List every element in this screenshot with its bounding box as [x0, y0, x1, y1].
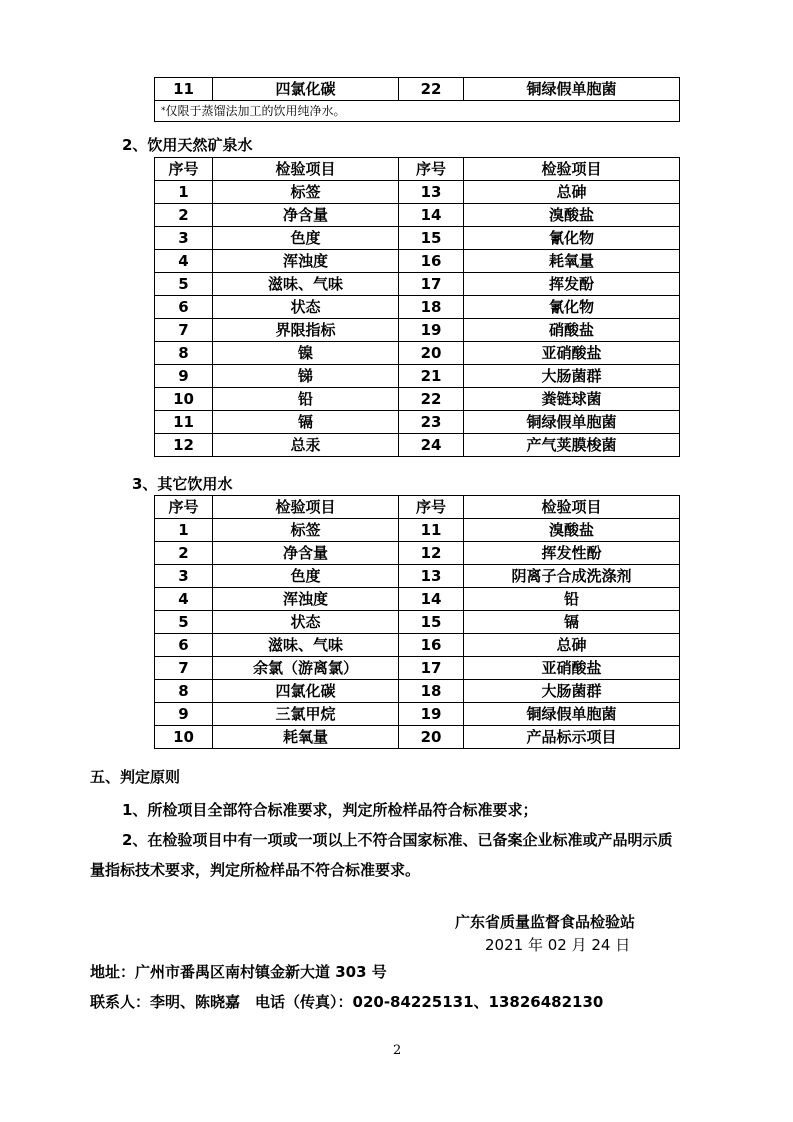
row-number: 24: [399, 434, 464, 457]
test-item: 铜绿假单胞菌: [464, 411, 680, 434]
row-number: 18: [399, 296, 464, 319]
table-row: [155, 434, 680, 457]
test-item: 色度: [213, 227, 399, 250]
test-item: 标签: [213, 519, 399, 542]
test-item: 镍: [213, 342, 399, 365]
test-item: 氰化物: [464, 227, 680, 250]
row-number: 2: [155, 204, 213, 227]
test-item: 铅: [213, 388, 399, 411]
row-number: 10: [155, 388, 213, 411]
table-row: [155, 204, 680, 227]
table-row: [155, 296, 680, 319]
test-item: 阴离子合成洗涤剂: [464, 565, 680, 588]
test-item: 溴酸盐: [464, 204, 680, 227]
table-row: [155, 319, 680, 342]
table-row: [155, 657, 680, 680]
test-item: 滋味、气味: [213, 634, 399, 657]
row-number: 7: [155, 319, 213, 342]
test-item: 余氯（游离氯）: [213, 657, 399, 680]
test-item: 铜绿假单胞菌: [464, 78, 680, 101]
table-note: [155, 101, 680, 122]
test-item: 产气荚膜梭菌: [464, 434, 680, 457]
test-item: 滋味、气味: [213, 273, 399, 296]
row-number: 21: [399, 365, 464, 388]
table-row: [155, 611, 680, 634]
row-number: 11: [155, 411, 213, 434]
row-number: 17: [399, 657, 464, 680]
row-number: 12: [155, 434, 213, 457]
other-water-table: [154, 495, 680, 749]
issue-date: 2021 年 02 月 24 日: [485, 936, 631, 954]
row-number: 22: [399, 78, 464, 101]
table-row: [155, 365, 680, 388]
note-text: 仅限于蒸馏法加工的饮用纯净水。: [165, 104, 346, 118]
table-continued: [154, 77, 680, 122]
row-number: 18: [399, 680, 464, 703]
test-item: 铅: [464, 588, 680, 611]
table-row: [155, 273, 680, 296]
test-item: 界限指标: [213, 319, 399, 342]
test-item: 耗氧量: [464, 250, 680, 273]
test-item: 状态: [213, 296, 399, 319]
table-row: [155, 250, 680, 273]
test-item: 色度: [213, 565, 399, 588]
row-number: 9: [155, 703, 213, 726]
row-number: 7: [155, 657, 213, 680]
test-item: 硝酸盐: [464, 319, 680, 342]
test-item: 亚硝酸盐: [464, 657, 680, 680]
table-row: [155, 181, 680, 204]
table-row: [155, 703, 680, 726]
test-item: 总汞: [213, 434, 399, 457]
address: 地址：广州市番禺区南村镇金新大道 303 号: [90, 963, 387, 981]
mineral-water-table-body: [155, 181, 680, 457]
table-row: [155, 726, 680, 749]
table-row: [155, 411, 680, 434]
row-number: 19: [399, 319, 464, 342]
column-header: 序号: [155, 158, 213, 181]
row-number: 14: [399, 588, 464, 611]
column-header: 序号: [399, 158, 464, 181]
table-header-row: [155, 158, 680, 181]
principle-1: 1、所检项目全部符合标准要求，判定所检样品符合标准要求；: [122, 801, 538, 819]
test-item: 耗氧量: [213, 726, 399, 749]
test-item: 三氯甲烷: [213, 703, 399, 726]
test-item: 氰化物: [464, 296, 680, 319]
row-number: 20: [399, 726, 464, 749]
note-marker: *: [161, 106, 166, 116]
row-number: 13: [399, 565, 464, 588]
principle-2-line-1: 2、在检验项目中有一项或一项以上不符合国家标准、已备案企业标准或产品明示质: [122, 831, 673, 849]
table-continued-body: [155, 78, 680, 101]
test-item: 四氯化碳: [213, 680, 399, 703]
mineral-water-table: [154, 157, 680, 457]
table-row: [155, 519, 680, 542]
row-number: 3: [155, 227, 213, 250]
row-number: 19: [399, 703, 464, 726]
test-item: 大肠菌群: [464, 365, 680, 388]
column-header: 序号: [399, 496, 464, 519]
table-row: [155, 680, 680, 703]
other-water-table-body: [155, 519, 680, 749]
column-header: 检验项目: [464, 158, 680, 181]
test-item: 产品标示项目: [464, 726, 680, 749]
test-item: 镉: [213, 411, 399, 434]
row-number: 17: [399, 273, 464, 296]
test-item: 溴酸盐: [464, 519, 680, 542]
table-row: [155, 227, 680, 250]
row-number: 11: [155, 78, 213, 101]
row-number: 3: [155, 565, 213, 588]
row-number: 8: [155, 680, 213, 703]
table-row: [155, 78, 680, 101]
row-number: 15: [399, 227, 464, 250]
row-number: 13: [399, 181, 464, 204]
test-item: 总砷: [464, 634, 680, 657]
test-item: 标签: [213, 181, 399, 204]
test-item: 挥发酚: [464, 273, 680, 296]
row-number: 1: [155, 519, 213, 542]
table-note-row: [155, 101, 680, 122]
column-header: 检验项目: [213, 496, 399, 519]
row-number: 8: [155, 342, 213, 365]
row-number: 20: [399, 342, 464, 365]
row-number: 16: [399, 250, 464, 273]
test-item: 状态: [213, 611, 399, 634]
test-item: 净含量: [213, 204, 399, 227]
test-item: 粪链球菌: [464, 388, 680, 411]
table-row: [155, 634, 680, 657]
row-number: 12: [399, 542, 464, 565]
test-item: 四氯化碳: [213, 78, 399, 101]
principle-2-line-2: 量指标技术要求，判定所检样品不符合标准要求。: [90, 861, 421, 879]
test-item: 浑浊度: [213, 588, 399, 611]
section-2-title: 2、饮用天然矿泉水: [122, 136, 253, 154]
table-row: [155, 342, 680, 365]
test-item: 锑: [213, 365, 399, 388]
test-item: 亚硝酸盐: [464, 342, 680, 365]
row-number: 6: [155, 634, 213, 657]
contact-info: 联系人：李明、陈晓嘉 电话（传真）：020-84225131、13826482130: [90, 993, 604, 1011]
row-number: 15: [399, 611, 464, 634]
column-header: 序号: [155, 496, 213, 519]
table-row: [155, 565, 680, 588]
row-number: 1: [155, 181, 213, 204]
table-row: [155, 542, 680, 565]
column-header: 检验项目: [464, 496, 680, 519]
issuing-organization: 广东省质量监督食品检验站: [455, 913, 636, 931]
test-item: 浑浊度: [213, 250, 399, 273]
row-number: 4: [155, 588, 213, 611]
section-5-title: 五、判定原则: [90, 768, 181, 786]
row-number: 10: [155, 726, 213, 749]
row-number: 4: [155, 250, 213, 273]
row-number: 5: [155, 273, 213, 296]
test-item: 净含量: [213, 542, 399, 565]
row-number: 22: [399, 388, 464, 411]
row-number: 2: [155, 542, 213, 565]
test-item: 总砷: [464, 181, 680, 204]
row-number: 23: [399, 411, 464, 434]
column-header: 检验项目: [213, 158, 399, 181]
test-item: 大肠菌群: [464, 680, 680, 703]
row-number: 14: [399, 204, 464, 227]
table-header-row: [155, 496, 680, 519]
test-item: 镉: [464, 611, 680, 634]
test-item: 铜绿假单胞菌: [464, 703, 680, 726]
row-number: 6: [155, 296, 213, 319]
table-row: [155, 388, 680, 411]
test-item: 挥发性酚: [464, 542, 680, 565]
row-number: 9: [155, 365, 213, 388]
row-number: 16: [399, 634, 464, 657]
row-number: 5: [155, 611, 213, 634]
section-3-title: 3、其它饮用水: [132, 475, 233, 493]
table-row: [155, 588, 680, 611]
page-number: 2: [393, 1043, 402, 1058]
row-number: 11: [399, 519, 464, 542]
